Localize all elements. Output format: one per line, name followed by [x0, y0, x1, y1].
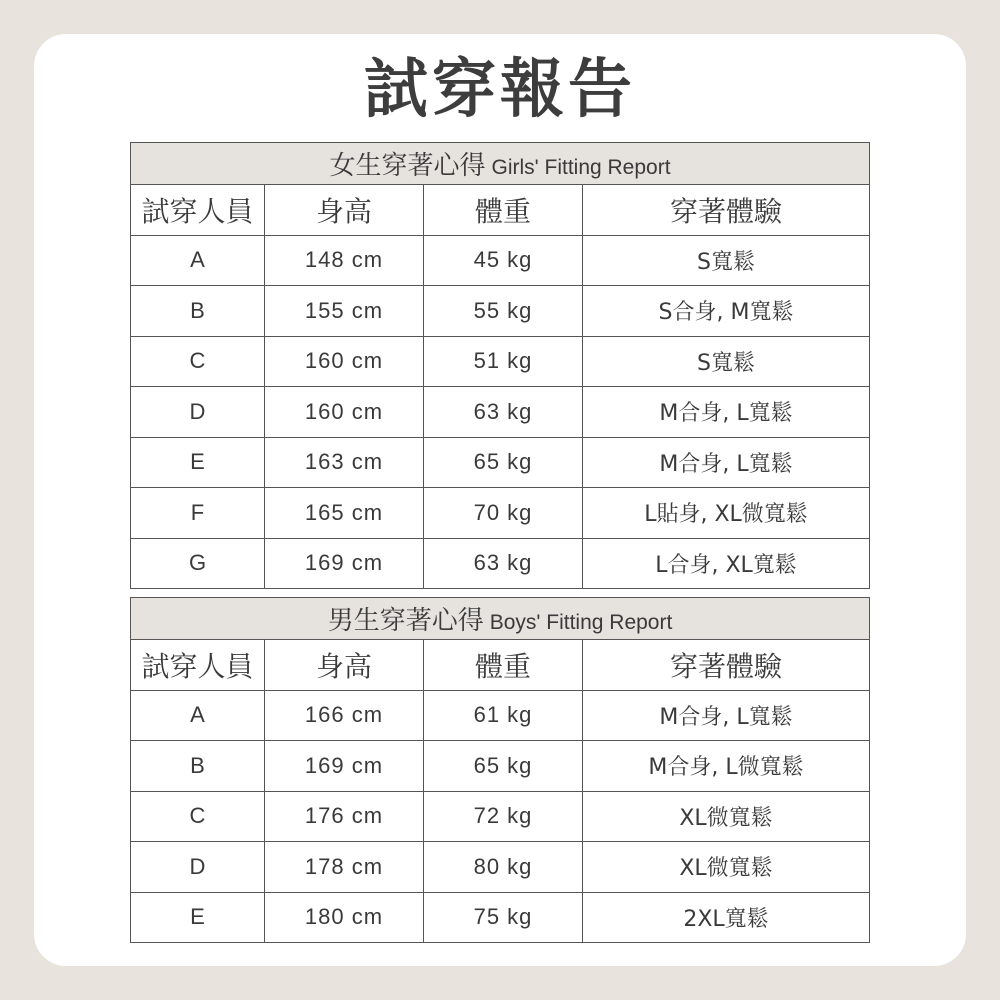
height-cell: 163 cm: [265, 437, 424, 488]
table-row: [131, 437, 870, 488]
girls-table-body: [131, 235, 870, 589]
weight-cell: 72 kg: [424, 791, 583, 842]
tester-id-cell: D: [131, 387, 265, 438]
table-row: [131, 690, 870, 741]
experience-cell: S合身, M寬鬆: [583, 286, 870, 337]
tester-id-cell: A: [131, 235, 265, 286]
tester-id-cell: B: [131, 286, 265, 337]
tester-id-cell: E: [131, 437, 265, 488]
header-weight: 體重: [424, 640, 583, 691]
table-row: [131, 892, 870, 943]
table-row: [131, 488, 870, 539]
boys-header-row: [131, 640, 870, 691]
table-row: [131, 286, 870, 337]
table-row: [131, 235, 870, 286]
tester-id-cell: E: [131, 892, 265, 943]
boys-table-body: [131, 690, 870, 943]
experience-cell: M合身, L寬鬆: [583, 690, 870, 741]
boys-title-zh: 男生穿著心得: [327, 606, 484, 636]
experience-cell: S寬鬆: [583, 235, 870, 286]
girls-table-title: [131, 143, 870, 185]
weight-cell: 55 kg: [424, 286, 583, 337]
page-title: 試穿報告: [364, 53, 636, 127]
weight-cell: 65 kg: [424, 437, 583, 488]
experience-cell: 2XL寬鬆: [583, 892, 870, 943]
boys-table-title: [131, 598, 870, 640]
experience-cell: M合身, L寬鬆: [583, 387, 870, 438]
experience-cell: M合身, L寬鬆: [583, 437, 870, 488]
weight-cell: 75 kg: [424, 892, 583, 943]
header-person: 試穿人員: [131, 640, 265, 691]
header-weight: 體重: [424, 185, 583, 236]
height-cell: 169 cm: [265, 741, 424, 792]
tester-id-cell: F: [131, 488, 265, 539]
table-row: [131, 336, 870, 387]
height-cell: 148 cm: [265, 235, 424, 286]
weight-cell: 65 kg: [424, 741, 583, 792]
height-cell: 165 cm: [265, 488, 424, 539]
experience-cell: M合身, L微寬鬆: [583, 741, 870, 792]
weight-cell: 45 kg: [424, 235, 583, 286]
tester-id-cell: A: [131, 690, 265, 741]
boys-fitting-table: [130, 597, 870, 943]
experience-cell: S寬鬆: [583, 336, 870, 387]
tester-id-cell: D: [131, 842, 265, 893]
table-row: [131, 387, 870, 438]
experience-cell: L合身, XL寬鬆: [583, 538, 870, 589]
girls-title-zh: 女生穿著心得: [329, 151, 486, 181]
height-cell: 176 cm: [265, 791, 424, 842]
experience-cell: XL微寬鬆: [583, 842, 870, 893]
tester-id-cell: B: [131, 741, 265, 792]
height-cell: 160 cm: [265, 387, 424, 438]
table-row: [131, 791, 870, 842]
height-cell: 155 cm: [265, 286, 424, 337]
tester-id-cell: C: [131, 791, 265, 842]
header-height: 身高: [265, 640, 424, 691]
weight-cell: 61 kg: [424, 690, 583, 741]
tester-id-cell: G: [131, 538, 265, 589]
boys-table-title-row: [131, 598, 870, 640]
header-person: 試穿人員: [131, 185, 265, 236]
table-row: [131, 842, 870, 893]
header-experience: 穿著體驗: [583, 640, 870, 691]
weight-cell: 63 kg: [424, 538, 583, 589]
table-row: [131, 741, 870, 792]
weight-cell: 63 kg: [424, 387, 583, 438]
experience-cell: XL微寬鬆: [583, 791, 870, 842]
height-cell: 180 cm: [265, 892, 424, 943]
header-height: 身高: [265, 185, 424, 236]
header-experience: 穿著體驗: [583, 185, 870, 236]
height-cell: 160 cm: [265, 336, 424, 387]
weight-cell: 70 kg: [424, 488, 583, 539]
tester-id-cell: C: [131, 336, 265, 387]
height-cell: 166 cm: [265, 690, 424, 741]
boys-title-en: Boys' Fitting Report: [489, 611, 673, 634]
girls-fitting-table: [130, 142, 870, 589]
experience-cell: L貼身, XL微寬鬆: [583, 488, 870, 539]
girls-title-en: Girls' Fitting Report: [491, 156, 671, 179]
height-cell: 169 cm: [265, 538, 424, 589]
girls-table-title-row: [131, 143, 870, 185]
weight-cell: 51 kg: [424, 336, 583, 387]
weight-cell: 80 kg: [424, 842, 583, 893]
height-cell: 178 cm: [265, 842, 424, 893]
table-row: [131, 538, 870, 589]
girls-header-row: [131, 185, 870, 236]
